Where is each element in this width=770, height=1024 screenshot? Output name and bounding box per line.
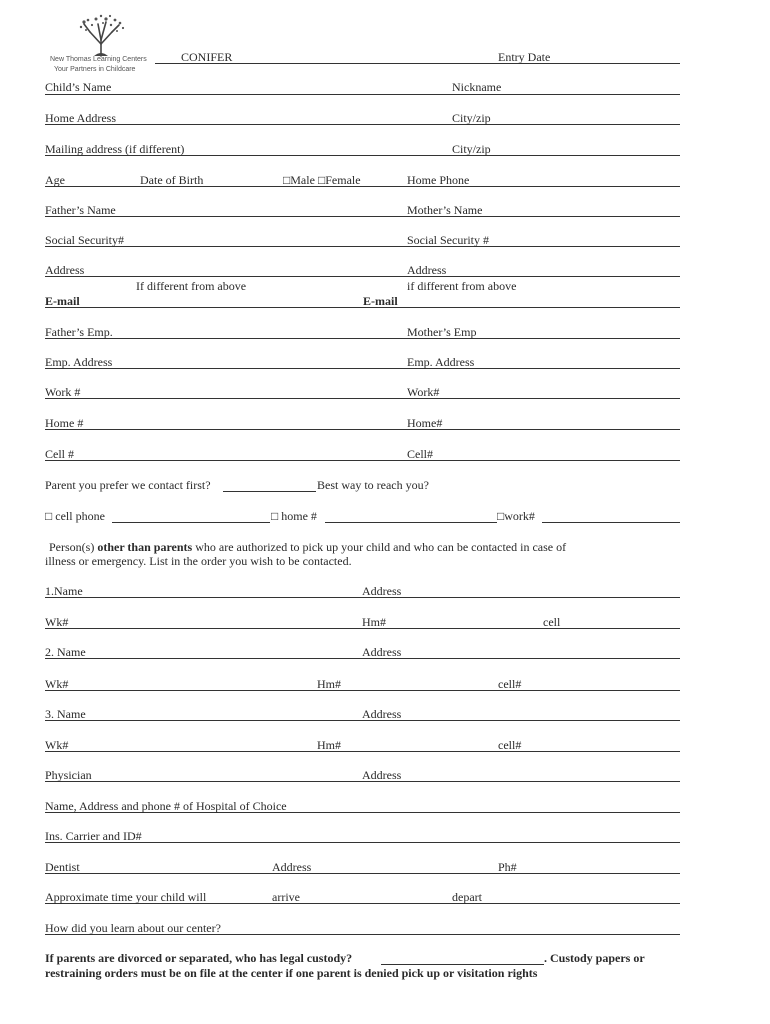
custody-field[interactable] xyxy=(381,964,544,965)
person1-hm-label: Hm# xyxy=(362,615,386,629)
depart-label: depart xyxy=(452,890,482,904)
person2-address-label: Address xyxy=(362,645,402,659)
header-rule xyxy=(155,63,680,64)
work-phone-field[interactable] xyxy=(45,398,680,399)
pickup-intro: Person(s) other than parents who are authorized to pick up your child and who can be contacted in case of xyxy=(49,540,567,554)
person2-hm-label: Hm# xyxy=(317,677,341,691)
mother-employer-label: Mother’s Emp xyxy=(407,325,477,339)
organization-tagline: Your Partners in Childcare xyxy=(54,66,136,73)
physician-label: Physician xyxy=(45,768,92,782)
home-option-field[interactable] xyxy=(325,522,497,523)
parent-names-field[interactable] xyxy=(45,216,680,217)
entry-date-label: Entry Date xyxy=(498,50,551,64)
father-work-label: Work # xyxy=(45,385,81,399)
father-address-label: Address xyxy=(45,263,85,277)
parent-preference-field[interactable] xyxy=(223,491,316,492)
childs-name-field[interactable] xyxy=(45,94,680,95)
home-address-label: Home Address xyxy=(45,111,116,125)
childs-name-label: Child’s Name xyxy=(45,80,112,94)
parent-address-field[interactable] xyxy=(45,276,680,277)
organization-name: New Thomas Learning Centers xyxy=(50,56,147,63)
person3-wk-label: Wk# xyxy=(45,738,69,752)
social-security-field[interactable] xyxy=(45,246,680,247)
father-emp-address-label: Emp. Address xyxy=(45,355,113,369)
dob-label: Date of Birth xyxy=(140,173,204,187)
employer-field[interactable] xyxy=(45,338,680,339)
physician-address-label: Address xyxy=(362,768,402,782)
mother-if-different-note: if different from above xyxy=(407,279,517,293)
person3-address-label: Address xyxy=(362,707,402,721)
cell-phone-checkbox[interactable]: □ cell phone xyxy=(45,509,105,523)
person3-hm-label: Hm# xyxy=(317,738,341,752)
insurance-label: Ins. Carrier and ID# xyxy=(45,829,142,843)
father-cell-label: Cell # xyxy=(45,447,74,461)
person1-name-label: 1.Name xyxy=(45,584,83,598)
father-email-label: E-mail xyxy=(45,294,80,308)
pickup-intro-line2: illness or emergency. List in the order you wish to be contacted. xyxy=(45,554,352,568)
custody-papers-note: . Custody papers or xyxy=(544,951,645,965)
male-checkbox[interactable]: □Male xyxy=(283,173,315,187)
father-ssn-label: Social Security# xyxy=(45,233,124,247)
person3-cell-label: cell# xyxy=(498,738,522,752)
work-checkbox[interactable]: □work# xyxy=(497,509,535,523)
person3-phone-field[interactable] xyxy=(45,751,680,752)
how-learn-label: How did you learn about our center? xyxy=(45,921,221,935)
father-home-label: Home # xyxy=(45,416,84,430)
cell-phone-option-field[interactable] xyxy=(112,522,270,523)
city-zip-label: City/zip xyxy=(452,111,491,125)
tree-logo-icon xyxy=(46,10,156,60)
mother-work-label: Work# xyxy=(407,385,440,399)
mother-email-label: E-mail xyxy=(363,294,398,308)
fathers-name-label: Father’s Name xyxy=(45,203,116,217)
person1-cell-label: cell xyxy=(543,615,561,629)
mother-emp-address-label: Emp. Address xyxy=(407,355,475,369)
father-if-different-note: If different from above xyxy=(136,279,247,293)
mother-address-label: Address xyxy=(407,263,447,277)
person2-wk-label: Wk# xyxy=(45,677,69,691)
employer-address-field[interactable] xyxy=(45,368,680,369)
cell-phone-field[interactable] xyxy=(45,460,680,461)
person2-phone-field[interactable] xyxy=(45,690,680,691)
dentist-label: Dentist xyxy=(45,860,80,874)
mother-home-label: Home# xyxy=(407,416,443,430)
dentist-phone-label: Ph# xyxy=(498,860,517,874)
age-label: Age xyxy=(45,173,65,187)
mother-ssn-label: Social Security # xyxy=(407,233,489,247)
center-name: CONIFER xyxy=(181,50,233,64)
approx-time-label: Approximate time your child will xyxy=(45,890,207,904)
custody-requirement-note: restraining orders must be on file at the center if one parent is denied pick up or visitation rights xyxy=(45,966,538,980)
nickname-label: Nickname xyxy=(452,80,502,94)
hospital-label: Name, Address and phone # of Hospital of Choice xyxy=(45,799,287,813)
mothers-name-label: Mother’s Name xyxy=(407,203,483,217)
person1-wk-label: Wk# xyxy=(45,615,69,629)
custody-question: If parents are divorced or separated, who has legal custody? xyxy=(45,951,353,965)
person3-name-label: 3. Name xyxy=(45,707,86,721)
person2-cell-label: cell# xyxy=(498,677,522,691)
home-phone-field[interactable] xyxy=(45,429,680,430)
mother-cell-label: Cell# xyxy=(407,447,433,461)
person2-name-label: 2. Name xyxy=(45,645,86,659)
work-option-field[interactable] xyxy=(542,522,680,523)
best-way-label: Best way to reach you? xyxy=(317,478,429,492)
arrive-label: arrive xyxy=(272,890,300,904)
dentist-address-label: Address xyxy=(272,860,312,874)
home-checkbox[interactable]: □ home # xyxy=(271,509,317,523)
parent-preference-label: Parent you prefer we contact first? xyxy=(45,478,211,492)
female-checkbox[interactable]: □Female xyxy=(318,173,361,187)
organization-logo xyxy=(46,10,156,76)
father-employer-label: Father’s Emp. xyxy=(45,325,113,339)
home-phone-label: Home Phone xyxy=(407,173,470,187)
mailing-city-zip-label: City/zip xyxy=(452,142,491,156)
person1-address-label: Address xyxy=(362,584,402,598)
mailing-address-label: Mailing address (if different) xyxy=(45,142,185,156)
dentist-field[interactable] xyxy=(45,873,680,874)
home-address-field[interactable] xyxy=(45,124,680,125)
